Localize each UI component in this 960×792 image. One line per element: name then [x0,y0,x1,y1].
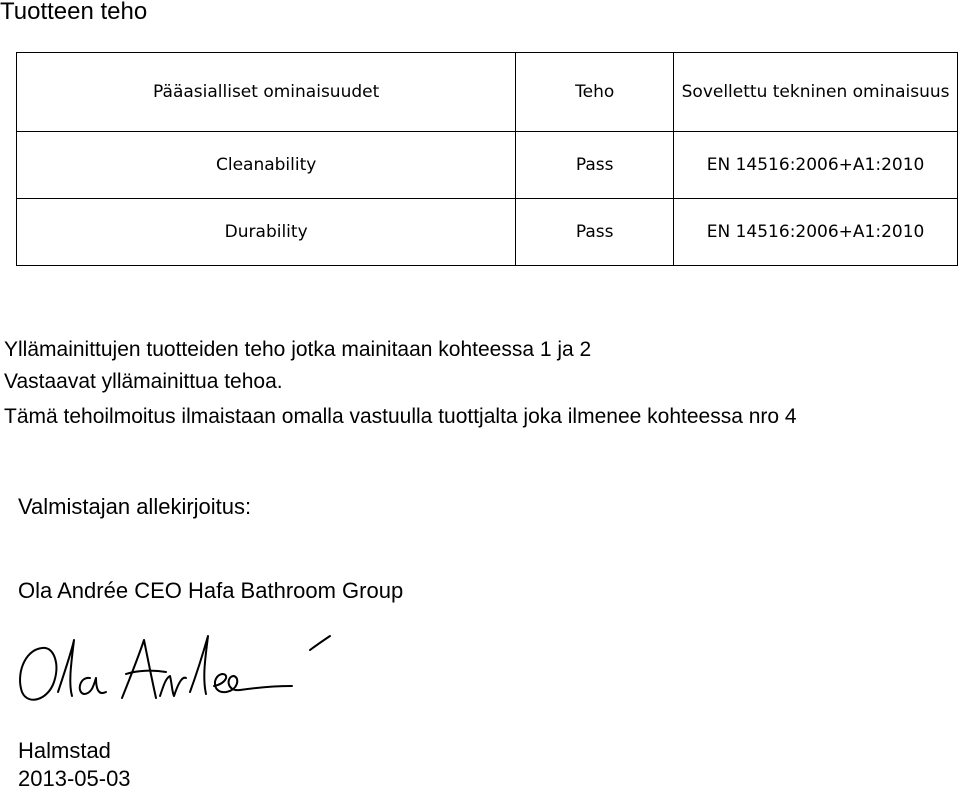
table-header-row [17,53,958,132]
header-main-characteristics: Pääasialliset ominaisuudet [17,53,516,132]
statement-line-1: Yllämainittujen tuotteiden teho jotka mainitaan kohteessa 1 ja 2 [4,338,592,361]
cell-performance: Pass [516,132,674,199]
statement-line-2: Vastaavat yllämainittua tehoa. [4,370,283,393]
cell-performance: Pass [516,199,674,266]
document-title: Tuotteen teho [0,0,148,25]
cell-specification: EN 14516:2006+A1:2010 [674,132,958,199]
table-row [17,199,958,266]
signing-place: Halmstad [18,738,111,763]
signing-date: 2013-05-03 [18,766,131,791]
cell-specification: EN 14516:2006+A1:2010 [674,199,958,266]
signature-label: Valmistajan allekirjoitus: [18,494,252,519]
statement-line-3: Tämä tehoilmoitus ilmaistaan omalla vastuulla tuottjalta joka ilmenee kohteessa nro 4 [4,405,797,428]
header-performance: Teho [516,53,674,132]
table-row [17,132,958,199]
cell-characteristic: Durability [17,199,516,266]
header-technical-specification: Sovellettu tekninen ominaisuus [674,53,958,132]
performance-table [16,52,958,266]
signer-name: Ola Andrée CEO Hafa Bathroom Group [18,578,404,603]
cell-characteristic: Cleanability [17,132,516,199]
handwritten-signature [14,630,334,710]
